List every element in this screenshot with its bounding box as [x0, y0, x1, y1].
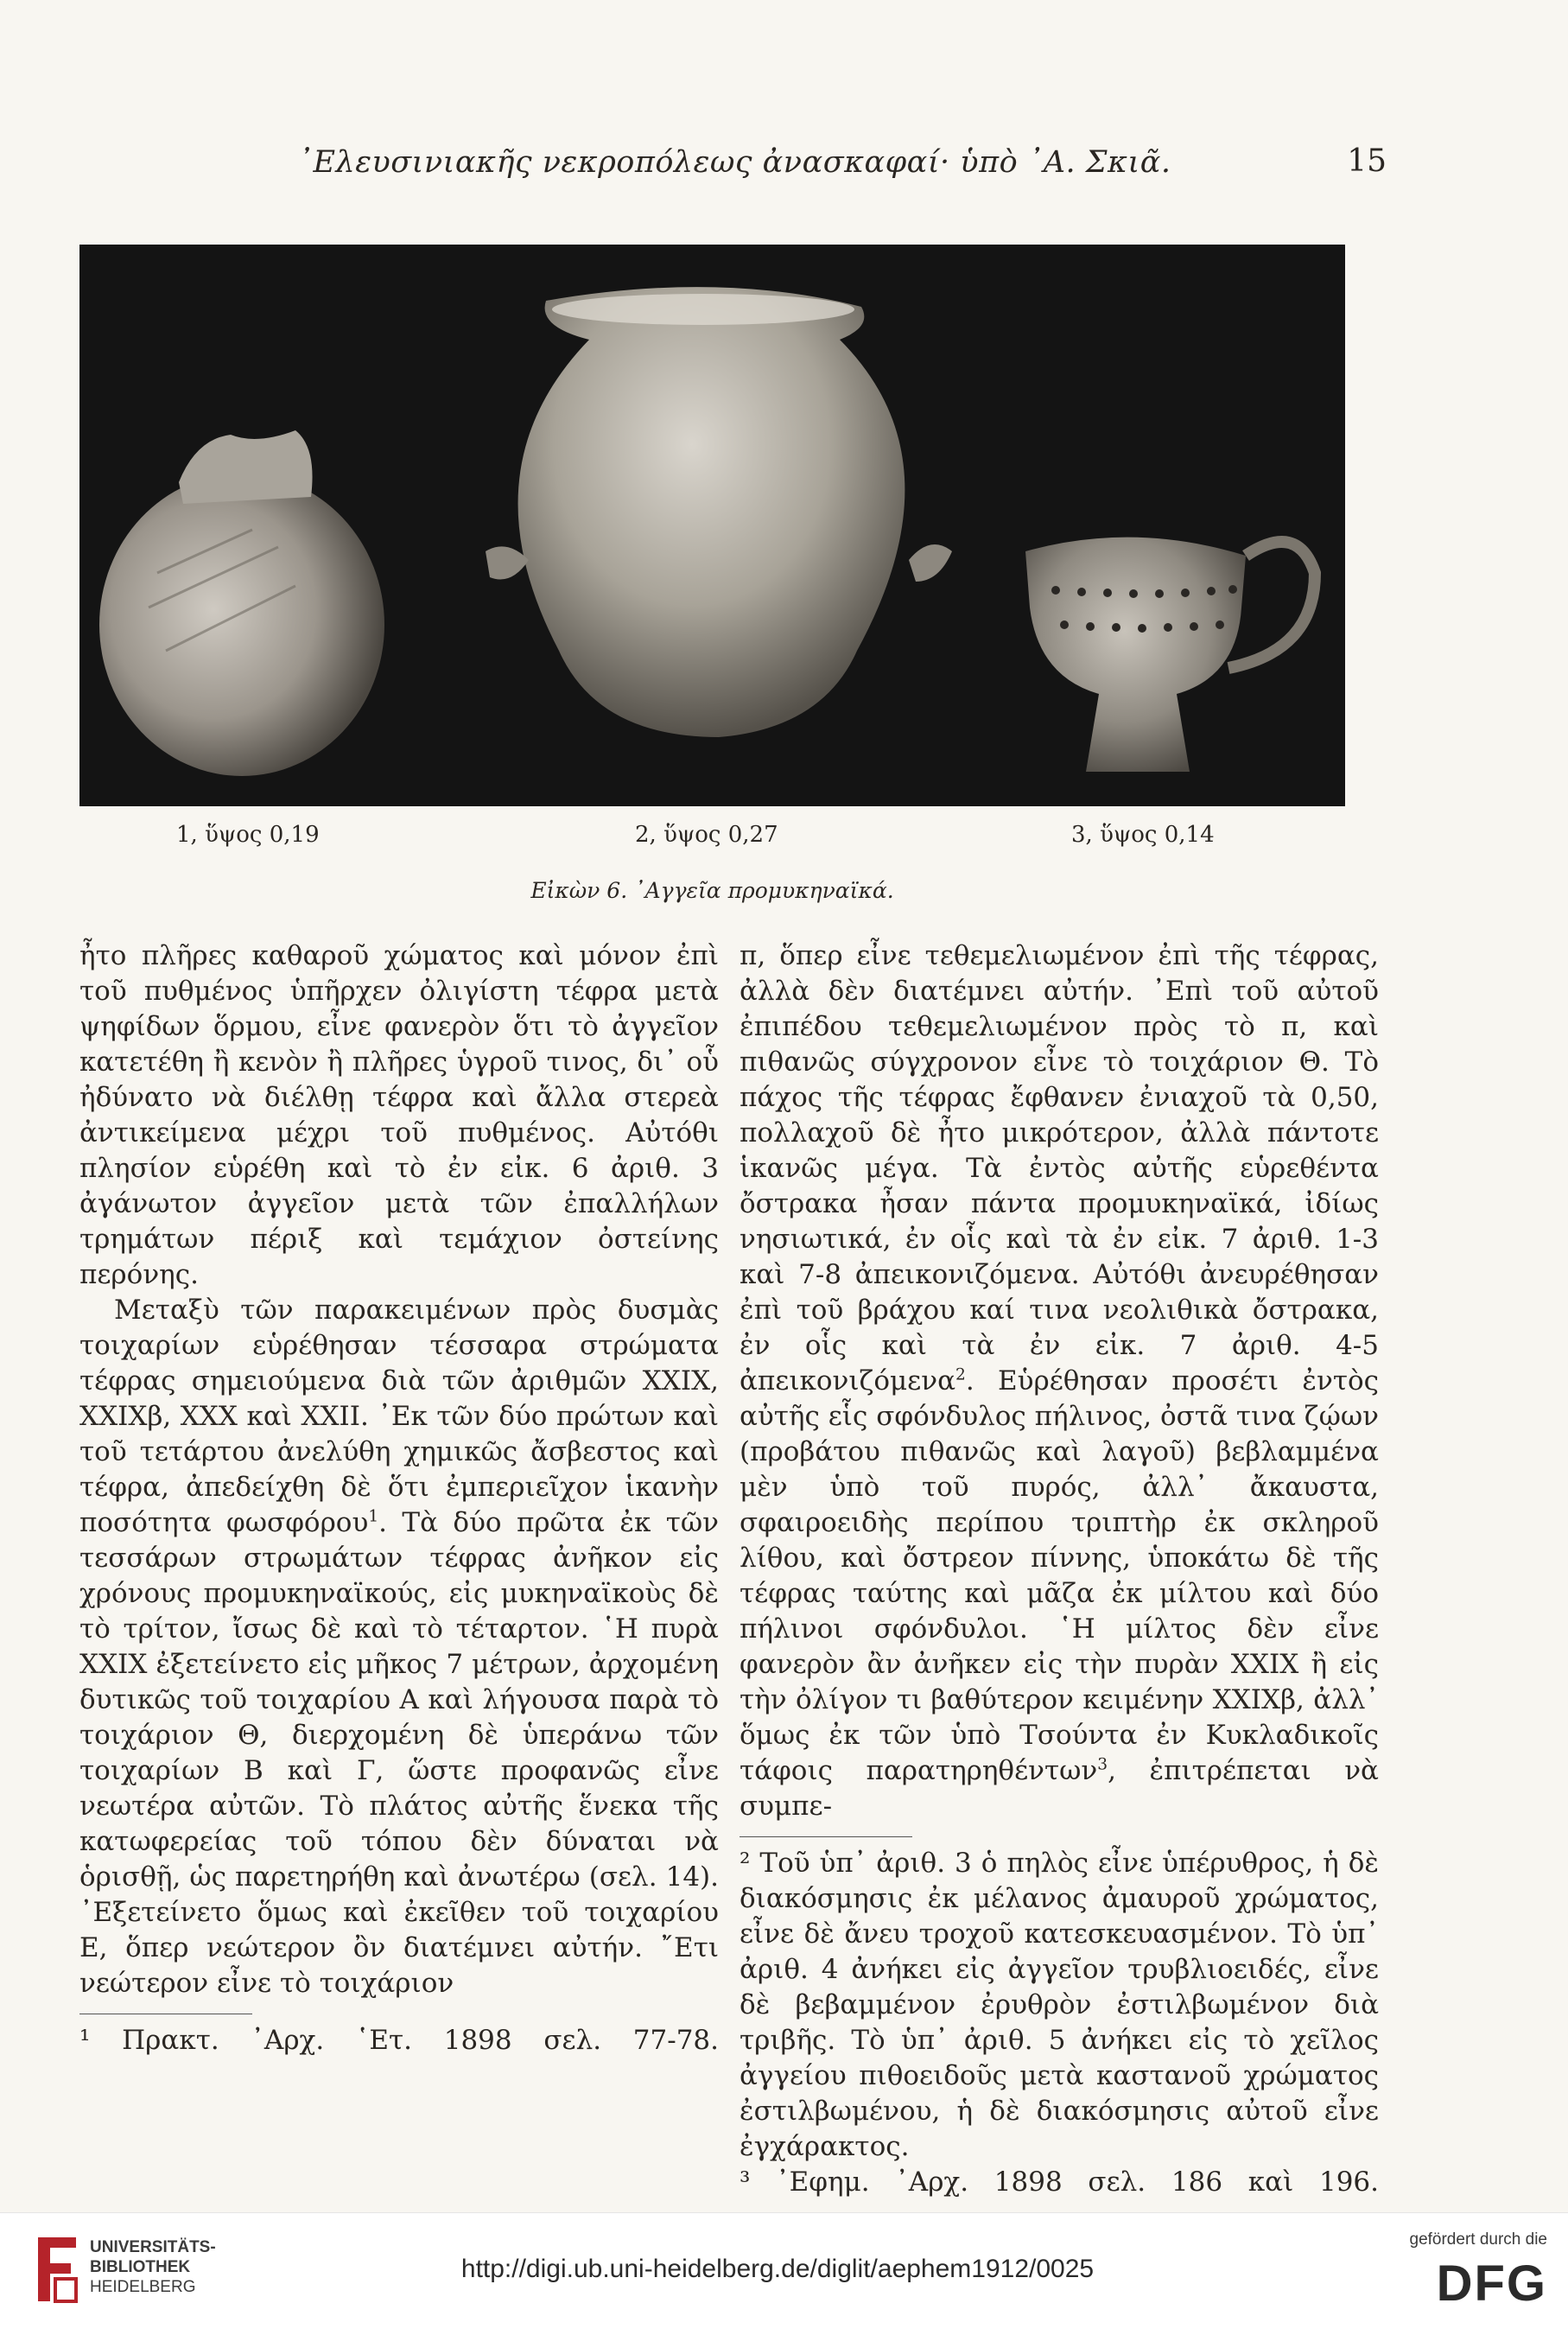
- dfg-logo: DFG: [1436, 2255, 1547, 2312]
- footnote: ³ ᾿Εφημ. ᾿Αρχ. 1898 σελ. 186 καὶ 196.: [740, 2166, 1379, 2198]
- footnote-marker: 1: [368, 1507, 379, 1526]
- page-number: 15: [1347, 143, 1387, 179]
- caption-vessel-2: 2, ὕψος 0,27: [635, 822, 778, 848]
- university-logo-icon: [31, 2234, 83, 2305]
- figure-title: Εἰκὼν 6. ᾿Αγγεῖα προμυκηναϊκά.: [530, 878, 894, 903]
- source-url-link[interactable]: http://digi.ub.uni-heidelberg.de/diglit/aephem1912/0025: [460, 2255, 1095, 2283]
- institution-name: [90, 2237, 216, 2297]
- paragraph: [79, 1293, 719, 2001]
- paragraph: ἦτο πλῆρες καθαροῦ χώματος καὶ μόνον ἐπὶ τοῦ πυθμένος ὑπῆρχεν ὀλιγίστη τέφρα μετὰ ψηφίδων ὅρμου, εἶνε φανερὸν ὅτι τὸ ἀγγεῖον κατετέθη ἢ κενὸν ἢ πλῆρες ὑγροῦ τινος, δι᾿ οὗ ἠδύνατο νὰ διέλθῃ τέφρα καὶ ἄλλα στερεὰ ἀντικείμενα μέχρι τοῦ πυθμένος. Αὐτόθι πλησίον εὑρέθη καὶ τὸ ἐν εἰκ. 6 ἀριθ. 3 ἀγάνωτον ἀγγεῖον μετὰ τῶν ἐπαλλήλων τρημάτων πέριξ καὶ τεμάχιον ὀστείνης περόνης.: [79, 940, 719, 1290]
- left-column: [79, 938, 719, 2058]
- logo-shape: [55, 2279, 76, 2301]
- funder-block: [1374, 2230, 1547, 2312]
- figure-photograph: [79, 245, 1345, 806]
- text-run: . Εὑρέθησαν προσέτι ἐντὸς αὐτῆς εἷς σφόνδυλος πήλινος, ὀστᾶ τινα ζῴων (προβάτου πιθανῶς καὶ λαγοῦ) βεβλαμμένα μὲν ὑπὸ τοῦ πυρός, ἀλλ᾿ ἄκαυστα, σφαιροειδὴς περίπου τριπτὴρ ἐκ σκληροῦ λίθου, καὶ ὄστρεον πίννης, ὑποκάτω δὲ τῆς τέφρας ταύτης καὶ μᾶζα ἐκ μίλτου καὶ δύο πήλινοι σφόνδυλοι. ῾Η μίλτος δὲν εἶνε φανερὸν ἂν ἀνῆκεν εἰς τὴν πυρὰν XXIX ἢ εἰς τὴν ὀλίγον τι βαθύτερον κειμένην XXIXβ, ἀλλ᾿ ὅμως ἐκ τῶν ὑπὸ Τσούντα ἐν Κυκλαδικοῖς τάφοις παρατηρηθέντων: [740, 1365, 1379, 1786]
- institution-line: BIBLIOTHEK: [90, 2258, 191, 2276]
- institution-line: UNIVERSITÄTS-: [90, 2238, 216, 2256]
- footnote-rule: [740, 1836, 912, 1837]
- paragraph: [740, 938, 1379, 1824]
- running-head: ᾿Ελευσινιακῆς νεκροπόλεως ἀνασκαφαί· ὑπὸ ᾿Α. Σκιᾶ.: [297, 145, 1171, 180]
- text-run: . Τὰ δύο πρῶτα ἐκ τῶν τεσσάρων στρωμάτων τέφρας ἀνῆκον εἰς χρόνους προμυκηναϊκούς, εἰς μυκηναϊκοὺς δὲ τὸ τρίτον, ἴσως δὲ καὶ τὸ τέταρτον. ῾Η πυρὰ XXIX ἐξετείνετο εἰς μῆκος 7 μέτρων, ἀρχομένη δυτικῶς τοῦ τοιχαρίου Α καὶ λήγουσα παρὰ τὸ τοιχάριον Θ, διερχομένη δὲ ὑπεράνω τῶν τοιχαρίων Β καὶ Γ, ὥστε προφανῶς εἶνε νεωτέρα αὐτῶν. Τὸ πλάτος αὐτῆς ἕνεκα τῆς κατωφερείας τοῦ τόπου δὲν δύναται νὰ ὁρισθῇ, ὡς παρετηρήθη καὶ ἀνωτέρω (σελ. 14). ᾿Εξετείνετο ὅμως καὶ ἐκεῖθεν τοῦ τοιχαρίου Ε, ὅπερ νεώτερον ὂν διατέμνει αὐτήν. ῎Ετι νεώτερον εἶνε τὸ τοιχάριον: [79, 1507, 719, 1999]
- caption-vessel-1: 1, ὕψος 0,19: [176, 822, 320, 848]
- right-column: [740, 938, 1379, 2200]
- caption-vessel-3: 3, ὕψος 0,14: [1071, 822, 1215, 848]
- text-run: Μεταξὺ τῶν παρακειμένων πρὸς δυσμὰς τοιχαρίων εὑρέθησαν τέσσαρα στρώματα τέφρας σημειούμενα διὰ τῶν ἀριθμῶν XXIX, XXIXβ, XXX καὶ XXII. ᾿Εκ τῶν δύο πρώτων καὶ τοῦ τετάρτου ἀνελύθη χημικῶς ἄσβεστος καὶ τέφρα, ἀπεδείχθη δὲ ὅτι ἐμπεριεῖχον ἱκανὴν ποσότητα φωσφόρου: [79, 1295, 719, 1538]
- footnote: ² Τοῦ ὑπ᾿ ἀριθ. 3 ὁ πηλὸς εἶνε ὑπέρυθρος, ἡ δὲ διακόσμησις ἐκ μέλανος ἀμαυροῦ χρώματος, εἶνε δὲ ἄνευ τροχοῦ κατεσκευασμένον. Τὸ ὑπ᾿ ἀριθ. 4 ἀνήκει εἰς ἀγγεῖον τρυβλιοειδές, εἶνε δὲ βεβαμμένον ἐρυθρὸν ἐστιλβωμένον διὰ τριβῆς. Τὸ ὑπ᾿ ἀριθ. 5 ἀνήκει εἰς τὸ χεῖλος ἀγγείου πιθοειδοῦς μετὰ καστανοῦ χρώματος ἐστιλβωμένου, ἡ δὲ διακόσμησις αὐτοῦ εἶνε ἐγχάρακτος.: [740, 1848, 1379, 2162]
- footnote-marker: 2: [955, 1365, 966, 1384]
- vessels-illustration: [79, 245, 1345, 806]
- text-run: π, ὅπερ εἶνε τεθεμελιωμένον ἐπὶ τῆς τέφρας, ἀλλὰ δὲν διατέμνει αὐτήν. ᾿Επὶ τοῦ αὐτοῦ ἐπιπέδου τεθεμελιωμένον πρὸς τὸ π, καὶ πιθανῶς σύγχρονον εἶνε τὸ τοιχάριον Θ. Τὸ πάχος τῆς τέφρας ἔφθανεν ἐνιαχοῦ τὰ 0,50, πολλαχοῦ δὲ ἦτο μικρότερον, ἀλλὰ πάντοτε ἱκανῶς μέγα. Τὰ ἐντὸς αὐτῆς εὑρεθέντα ὄστρακα ἦσαν πάντα προμυκηναϊκά, ἰδίως νησιωτικά, ἐν οἷς καὶ τὰ ἐν εἰκ. 7 ἀριθ. 1-3 καὶ 7-8 ἀπεικονιζόμενα. Αὐτόθι ἀνευρέθησαν ἐπὶ τοῦ βράχου καί τινα νεολιθικὰ ὄστρακα, ἐν οἷς καὶ τὰ ἐν εἰκ. 7 ἀριθ. 4-5 ἀπεικονιζόμενα: [740, 940, 1379, 1397]
- footnote-marker: 3: [1097, 1755, 1108, 1774]
- institution-line: HEIDELBERG: [90, 2278, 196, 2296]
- text-run: , ἐπιτρέπεται νὰ συμπε-: [740, 1755, 1379, 1822]
- footnote: ¹ Πρακτ. ᾿Αρχ. ῾Ετ. 1898 σελ. 77-78.: [79, 2025, 719, 2056]
- footer-bar: [0, 2212, 1568, 2335]
- funder-text: gefördert durch die: [1409, 2230, 1547, 2249]
